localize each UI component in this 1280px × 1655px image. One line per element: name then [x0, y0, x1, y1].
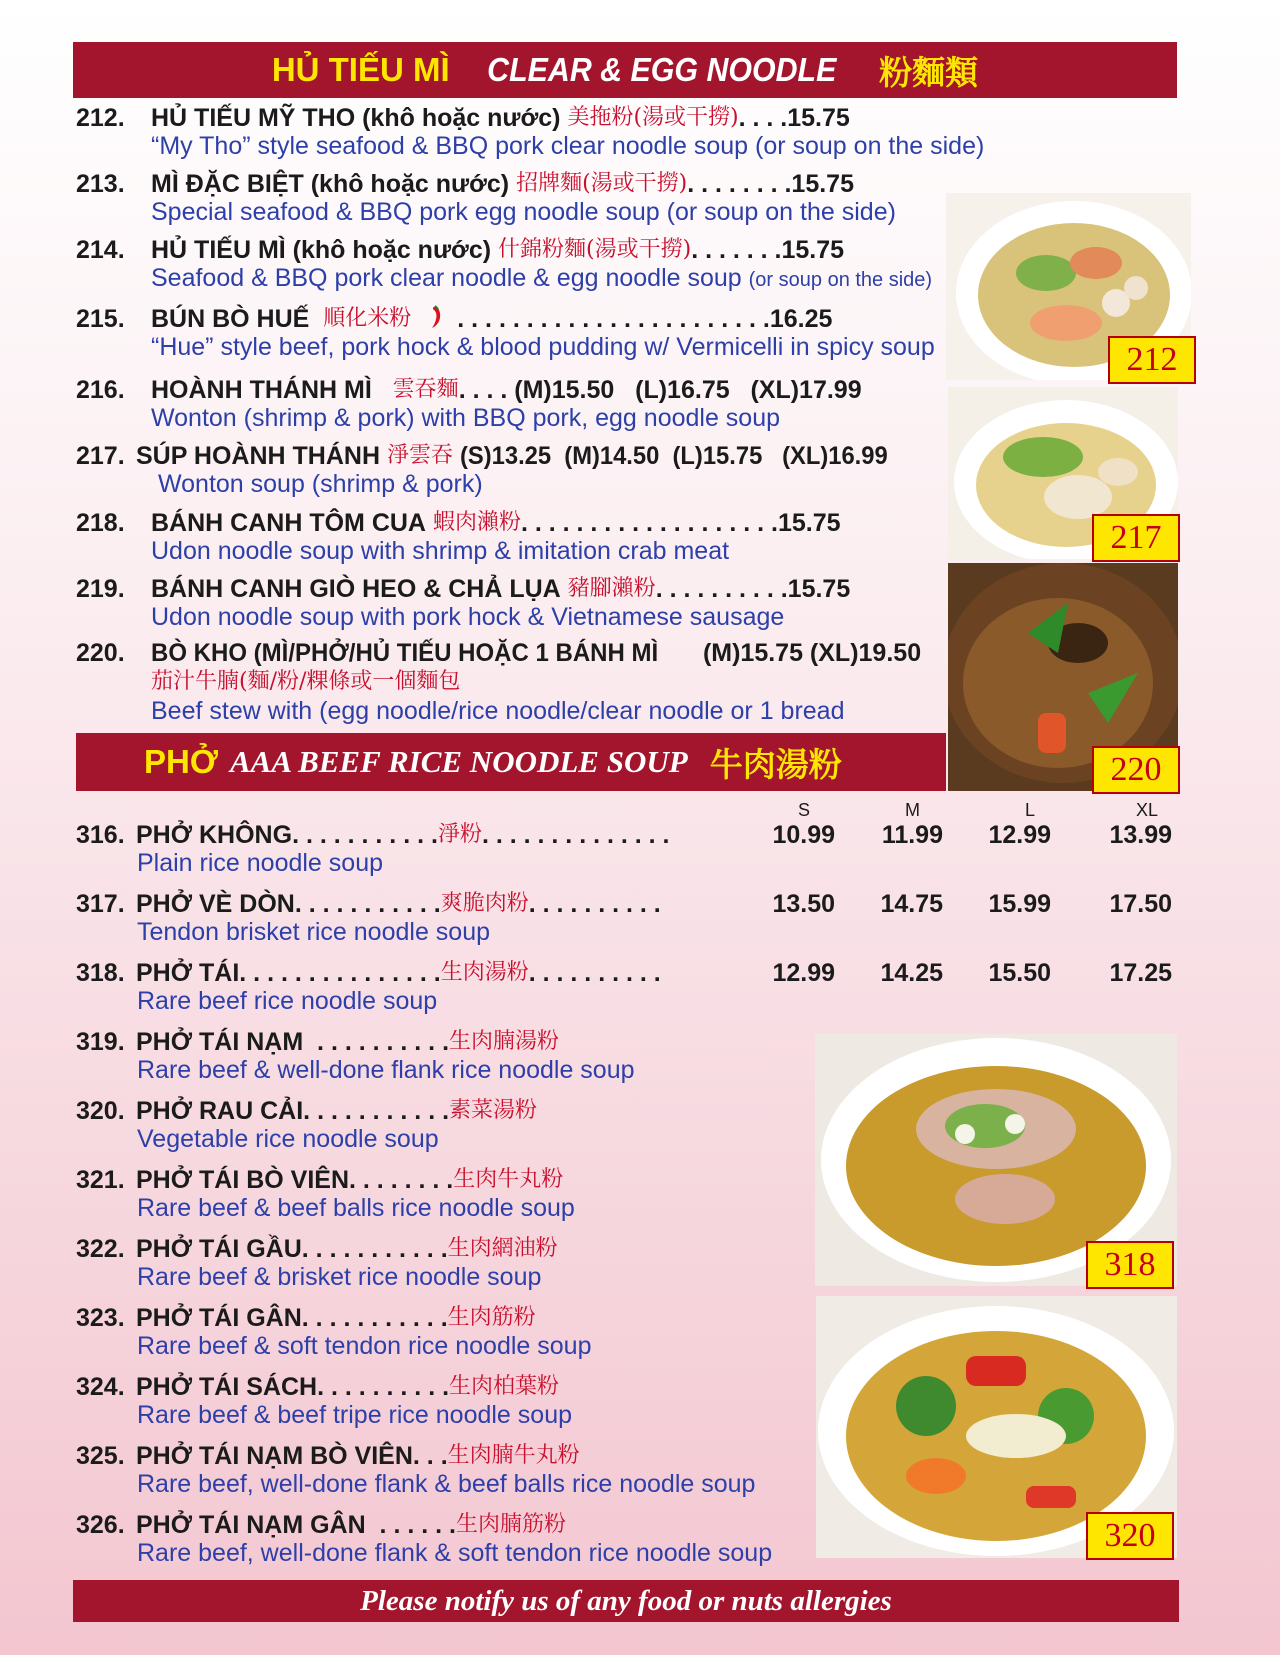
leader-dots: . . . . . . . . [349, 1166, 454, 1194]
item-description: Rare beef, well-done flank & beef balls rice noodle soup [137, 1470, 756, 1498]
item-description [76, 264, 932, 294]
item-chinese-name: 美拖粉(湯或干撈) [567, 105, 739, 130]
item-number: 318. [76, 959, 125, 987]
item-name: MÌ ĐẶC BIỆT (khô hoặc nước) [151, 170, 510, 198]
item-chinese-name: 生肉網油粉 [447, 1236, 558, 1261]
item-name: PHỞ TÁI GẦU [136, 1235, 302, 1263]
section-title-vietnamese: PHỞ [144, 743, 218, 780]
leader-dots: . . . . [458, 376, 508, 404]
item-chinese-name: 生肉腩筋粉 [455, 1512, 566, 1537]
leader-dots: . . . . [738, 104, 788, 132]
item-chinese-name: 雲吞麵 [392, 377, 459, 402]
item-name: PHỞ TÁI NẠM [136, 1028, 304, 1056]
menu-item-320 [76, 1097, 537, 1153]
item-description: Tendon brisket rice noodle soup [137, 918, 491, 946]
item-chinese-name: 招牌麵(湯或干撈) [516, 171, 688, 196]
menu-item-317 [76, 890, 661, 946]
item-name: PHỞ TÁI [136, 959, 240, 987]
section-header-clear-egg-noodle [73, 42, 1177, 98]
item-number: 320. [76, 1097, 125, 1125]
item-description-note: (or soup on the side) [748, 269, 933, 291]
chili-pepper-icon [429, 305, 443, 331]
menu-item-326 [76, 1511, 772, 1567]
item-number: 319. [76, 1028, 125, 1056]
item-description: “Hue” style beef, pork hock & blood pudding w/ Vermicelli in spicy soup [151, 333, 935, 361]
item-price: 16.25 [769, 305, 833, 333]
item-name: SÚP HOÀNH THÁNH [136, 442, 380, 470]
item-price: 15.75 [791, 170, 854, 198]
item-description: Plain rice noodle soup [137, 849, 383, 877]
price-grid [760, 821, 1172, 1028]
leader-dots: . . . . . . [365, 1511, 456, 1539]
item-chinese-name: 生肉筋粉 [447, 1305, 536, 1330]
price-l: 12.99 [988, 821, 1051, 849]
leader-dots: . . . . . . . . . . . . . . [481, 821, 670, 849]
item-description: Beef stew with (egg noodle/rice noodle/clear noodle or 1 bread [151, 697, 845, 725]
item-name: HỦ TIẾU MỸ THO (khô hoặc nước) [151, 104, 561, 132]
item-chinese-name: 蝦肉瀨粉 [432, 510, 521, 535]
item-chinese-name: 生肉腩牛丸粉 [447, 1443, 580, 1468]
price-m: 11.99 [881, 821, 943, 849]
menu-item-321 [76, 1166, 575, 1222]
item-price: 15.75 [781, 236, 845, 264]
item-chinese-name: 茄汁牛腩(麵/粉/粿條或一個麵包 [151, 669, 461, 694]
item-description: Udon noodle soup with pork hock & Vietnamese sausage [151, 603, 785, 631]
price-xl: 13.99 [1109, 821, 1172, 849]
item-description: Wonton soup (shrimp & pork) [158, 470, 483, 498]
price-m: 14.75 [880, 890, 943, 918]
item-chinese-name: 順化米粉 [323, 306, 412, 331]
item-chinese-name: 生肉柏葉粉 [449, 1374, 560, 1399]
leader-dots: . . . . . . . . . . . . . . . [239, 959, 441, 987]
item-number: 322. [76, 1235, 125, 1263]
item-number: 326. [76, 1511, 125, 1539]
item-name: BÁNH CANH TÔM CUA [151, 509, 426, 537]
photo-badge-217: 217 [1092, 514, 1180, 562]
item-name: PHỞ RAU CẢI [136, 1097, 304, 1125]
item-description: Rare beef & beef tripe rice noodle soup [137, 1401, 572, 1429]
item-name: BÚN BÒ HUẾ [151, 305, 310, 333]
item-number: 212. [76, 104, 125, 132]
menu-item-220 [76, 639, 921, 725]
item-price: (M)15.75 (XL)19.50 [702, 639, 922, 667]
leader-dots: . . . . . . . . . . [317, 1373, 450, 1401]
size-header-xl: XL [1136, 800, 1159, 820]
item-name: HOÀNH THÁNH MÌ [151, 376, 372, 404]
section-title-english: AAA BEEF RICE NOODLE SOUP [230, 744, 688, 779]
menu-item-318 [76, 959, 661, 1015]
item-chinese-name: 淨雲吞 [386, 443, 453, 468]
item-name: BÒ KHO (MÌ/PHỞ/HỦ TIẾU HOẶC 1 BÁNH MÌ [151, 639, 659, 667]
item-name: PHỞ TÁI NẠM BÒ VIÊN [136, 1442, 413, 1470]
menu-item-214 [76, 236, 932, 294]
item-price: (M)15.50 (L)16.75 (XL)17.99 [514, 376, 862, 404]
section-title-vietnamese: HỦ TIẾU MÌ [271, 51, 450, 88]
menu-item-325 [76, 1442, 755, 1498]
size-header-s: S [798, 800, 811, 820]
item-description: Wonton (shrimp & pork) with BBQ pork, egg noodle soup [151, 404, 781, 432]
item-name: HỦ TIẾU MÌ (khô hoặc nước) [151, 236, 492, 264]
item-description: Rare beef & well-done flank rice noodle soup [137, 1056, 635, 1084]
item-number: 316. [76, 821, 125, 849]
photo-badge-318: 318 [1086, 1241, 1174, 1289]
leader-dots: . . . . . . . . . . [303, 1028, 450, 1056]
menu-item-213 [76, 170, 896, 226]
section-title-english: CLEAR & EGG NOODLE [486, 51, 836, 88]
item-price: 15.75 [787, 575, 851, 603]
allergy-notice-footer [73, 1580, 1179, 1622]
menu-item-219 [76, 575, 850, 631]
item-description: Rare beef & soft tendon rice noodle soup [137, 1332, 592, 1360]
price-s: 13.50 [772, 890, 835, 918]
leader-dots: . . . . . . . . . . . [303, 1097, 450, 1125]
item-chinese-name: 生肉湯粉 [440, 960, 529, 985]
leader-dots: . . . . . . . . . . [528, 959, 661, 987]
item-number: 325. [76, 1442, 125, 1470]
section-title-chinese: 牛肉湯粉 [709, 744, 842, 784]
item-number: 214. [76, 236, 125, 264]
leader-dots: . . . . . . . . . . . . . . . . . . . . . . . [457, 305, 770, 333]
menu-item-319 [76, 1028, 635, 1084]
leader-dots: . . . . . . . . . . . [301, 1304, 448, 1332]
price-xl: 17.50 [1109, 890, 1172, 918]
item-number: 216. [76, 376, 125, 404]
item-price: 15.75 [787, 104, 850, 132]
item-chinese-name: 素菜湯粉 [449, 1098, 538, 1123]
item-number: 317. [76, 890, 125, 918]
price-s: 10.99 [772, 821, 835, 849]
item-number: 324. [76, 1373, 125, 1401]
allergy-notice-text: Please notify us of any food or nuts allergies [360, 1584, 892, 1617]
size-header-l: L [1025, 800, 1036, 820]
menu-item-215 [76, 305, 935, 361]
photo-badge-220: 220 [1092, 746, 1180, 794]
item-description-main: Seafood & BBQ pork clear noodle & egg noodle soup [151, 264, 742, 292]
item-number: 219. [76, 575, 125, 603]
item-number: 215. [76, 305, 125, 333]
item-name: BÁNH CANH GIÒ HEO & CHẢ LỤA [151, 575, 561, 603]
price-l: 15.99 [988, 890, 1051, 918]
item-name: PHỞ KHÔNG [136, 821, 293, 849]
leader-dots: . . . . . . . . . . [655, 575, 788, 603]
section-header-beef-rice-noodle-soup [76, 733, 946, 791]
item-name: PHỞ TÁI NẠM GÂN [136, 1511, 366, 1539]
menu-item-323 [76, 1304, 591, 1360]
price-s: 12.99 [772, 959, 835, 987]
menu-item-322 [76, 1235, 558, 1291]
photo-badge-320: 320 [1086, 1512, 1174, 1560]
leader-dots: . . . . . . . . . . . [301, 1235, 448, 1263]
item-chinese-name: 淨粉 [437, 822, 482, 847]
photo-badge-212: 212 [1108, 336, 1196, 384]
size-header-m: M [905, 800, 920, 820]
item-description: “My Tho” style seafood & BBQ pork clear noodle soup (or soup on the side) [151, 132, 985, 160]
section-title-chinese: 粉麵類 [879, 52, 979, 92]
menu-item-218 [76, 509, 841, 565]
item-number: 323. [76, 1304, 125, 1332]
item-name: PHỞ TÁI GÂN [136, 1304, 302, 1332]
item-number: 213. [76, 170, 125, 198]
menu-item-217 [76, 442, 910, 498]
leader-dots: . . . . . . . . [687, 170, 792, 198]
item-description: Rare beef & brisket rice noodle soup [137, 1263, 542, 1291]
leader-dots: . . . . . . . [691, 236, 782, 264]
menu-item-316 [76, 821, 670, 877]
price-l: 15.50 [988, 959, 1051, 987]
item-price: 15.75 [777, 509, 841, 537]
item-description: Rare beef & beef balls rice noodle soup [137, 1194, 575, 1222]
price-m: 14.25 [880, 959, 943, 987]
price-xl: 17.25 [1109, 959, 1172, 987]
leader-dots: . . . . . . . . . . . [292, 821, 438, 849]
item-chinese-name: 爽脆肉粉 [440, 891, 529, 916]
leader-dots: . . . [412, 1442, 448, 1470]
item-chinese-name: 什錦粉麵(湯或干撈) [498, 237, 692, 262]
item-description: Udon noodle soup with shrimp & imitation crab meat [151, 537, 730, 565]
menu-item-324 [76, 1373, 572, 1429]
item-name: PHỞ TÁI SÁCH [136, 1373, 318, 1401]
item-number: 217. [76, 442, 125, 470]
item-description: Special seafood & BBQ pork egg noodle soup (or soup on the side) [151, 198, 896, 226]
leader-dots: . . . . . . . . . . . [294, 890, 441, 918]
item-number: 218. [76, 509, 125, 537]
item-name: PHỞ TÁI BÒ VIÊN [136, 1166, 350, 1194]
item-name: PHỞ VÈ DÒN [136, 890, 295, 918]
item-chinese-name: 生肉腩湯粉 [449, 1029, 560, 1054]
item-price: (S)13.25 (M)14.50 (L)15.75 (XL)16.99 [459, 442, 888, 470]
item-number: 321. [76, 1166, 125, 1194]
item-description: Rare beef rice noodle soup [137, 987, 438, 1015]
item-description: Rare beef, well-done flank & soft tendon rice noodle soup [137, 1539, 773, 1567]
item-description: Vegetable rice noodle soup [137, 1125, 439, 1153]
leader-dots: . . . . . . . . . . . . . . . . . . . [520, 509, 778, 537]
menu-item-216 [76, 376, 862, 432]
item-chinese-name: 生肉牛丸粉 [453, 1167, 564, 1192]
leader-dots: . . . . . . . . . . [528, 890, 661, 918]
item-chinese-name: 豬腳瀨粉 [567, 576, 656, 601]
menu-item-212 [76, 104, 984, 160]
item-number: 220. [76, 639, 125, 667]
